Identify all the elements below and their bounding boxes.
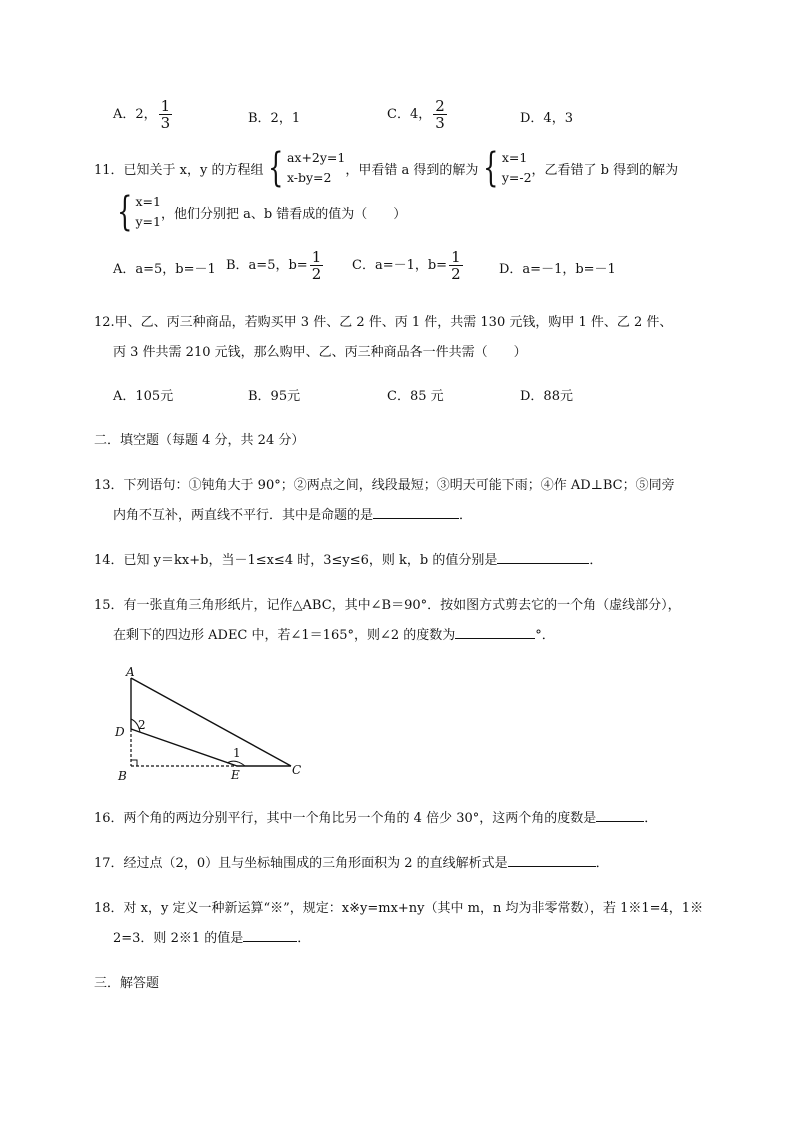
section-3-heading: 三．解答题 bbox=[94, 976, 160, 991]
q14-answer-blank[interactable] bbox=[497, 549, 589, 564]
q18-line2: 2=3．则 2※1 的值是 ． bbox=[113, 927, 310, 946]
q11-solution-1: { x=1 y=-2 bbox=[483, 145, 532, 191]
q17-answer-blank[interactable] bbox=[508, 852, 596, 867]
right-angle-mark bbox=[131, 760, 137, 766]
q10-option-a-text: A．2， bbox=[113, 107, 157, 122]
q10-option-b: B．2，1 bbox=[248, 111, 301, 126]
q16-answer-blank[interactable] bbox=[596, 807, 644, 822]
q12-line2: 丙 3 件共需 210 元钱，那么购甲、乙、丙三种商品各一件共需（ ） bbox=[113, 345, 527, 360]
q15-line1: 15．有一张直角三角形纸片，记作△ABC，其中∠B＝90°．按如图方式剪去它的一个角（虚线部分）， bbox=[94, 598, 681, 613]
label-b: B bbox=[118, 769, 127, 782]
q11-option-c-fraction: $\frac{1}{2}$ bbox=[451, 248, 461, 283]
q13-answer-blank[interactable] bbox=[373, 504, 459, 519]
q16-line: 16．两个角的两边分别平行，其中一个角比另一个角的 4 倍少 30°，这两个角的度数是 ． bbox=[94, 807, 657, 826]
cut-de bbox=[131, 729, 237, 766]
q12-option-a: A．105元 bbox=[113, 389, 174, 404]
q11-stem-3: ，乙看错了 b 得到的解为 bbox=[531, 162, 679, 178]
q11-solution-2: { x=1 y=1 bbox=[117, 189, 161, 235]
q13-line2: 内角不互补，两直线不平行．其中是命题的是 ． bbox=[113, 504, 472, 523]
q10-option-c bbox=[387, 98, 449, 131]
q11-option-b-fraction: $\frac{1}{2}$ bbox=[311, 248, 322, 283]
q12-option-c: C．85 元 bbox=[387, 389, 444, 404]
q12-line1: 12.甲、乙、丙三种商品，若购买甲 3 件、乙 2 件、丙 1 件，共需 130 元钱，购甲 1 件、乙 2 件、 bbox=[94, 315, 673, 330]
q11-option-b: B．a=5，b= $\frac{1}{2}$ bbox=[226, 248, 322, 283]
q13-line1: 13．下列语句：①钝角大于 90°；②两点之间，线段最短；③明天可能下雨；④作 AD⊥BC；⑤同旁 bbox=[94, 478, 675, 493]
section-2-heading: 二．填空题（每题 4 分，共 24 分） bbox=[94, 433, 305, 448]
q17-line: 17．经过点（2，0）且与坐标轴围成的三角形面积为 2 的直线解析式是 ． bbox=[94, 852, 609, 871]
label-c: C bbox=[292, 763, 302, 777]
label-e: E bbox=[231, 768, 240, 782]
q11-line2 bbox=[112, 189, 407, 235]
q12-option-b: B．95元 bbox=[248, 389, 301, 404]
q11-stem-1: 11．已知关于 x，y 的方程组 bbox=[94, 162, 264, 178]
label-a: A bbox=[126, 665, 135, 679]
q18-line1: 18．对 x，y 定义一种新运算“※”，规定：x※y=mx+ny（其中 m，n 均为非零常数），若 1※1=4，1※ bbox=[94, 901, 704, 916]
q18-answer-blank[interactable] bbox=[243, 927, 297, 942]
q10-option-c-fraction: $\frac{2}{3}$ bbox=[435, 97, 445, 132]
side-ac bbox=[131, 678, 291, 766]
q11-option-a: A．a=5，b=－1 bbox=[113, 262, 216, 277]
q11-equation-system: { ax+2y=1 x-by=2 bbox=[268, 145, 346, 191]
q11-stem-4: ，他们分别把 a、b 错看成的值为（ ） bbox=[160, 206, 407, 222]
q11-stem-2: ，甲看错 a 得到的解为 bbox=[345, 162, 479, 178]
label-angle-1: 1 bbox=[233, 746, 241, 760]
q11-line1 bbox=[94, 145, 679, 191]
q15-line2: 在剩下的四边形 ADEC 中，若∠1＝165°，则∠2 的度数为 °． bbox=[113, 624, 555, 643]
q10-option-c-text: C．4， bbox=[387, 107, 432, 122]
q15-answer-blank[interactable] bbox=[455, 624, 535, 639]
q15-triangle-figure bbox=[105, 662, 315, 782]
label-d: D bbox=[115, 725, 125, 739]
q11-option-c: C．a=－1，b= $\frac{1}{2}$ bbox=[352, 248, 461, 283]
label-angle-2: 2 bbox=[138, 718, 146, 732]
q10-option-a-fraction: $\frac{1}{3}$ bbox=[160, 97, 171, 132]
q14-line: 14．已知 y＝kx+b，当－1≤x≤4 时，3≤y≤6，则 k，b 的值分别是 ． bbox=[94, 549, 602, 568]
q12-option-d: D．88元 bbox=[520, 389, 573, 404]
q10-option-d: D．4，3 bbox=[520, 111, 573, 126]
q11-option-d: D．a=－1，b=－1 bbox=[499, 262, 616, 277]
q10-option-a bbox=[113, 98, 174, 131]
